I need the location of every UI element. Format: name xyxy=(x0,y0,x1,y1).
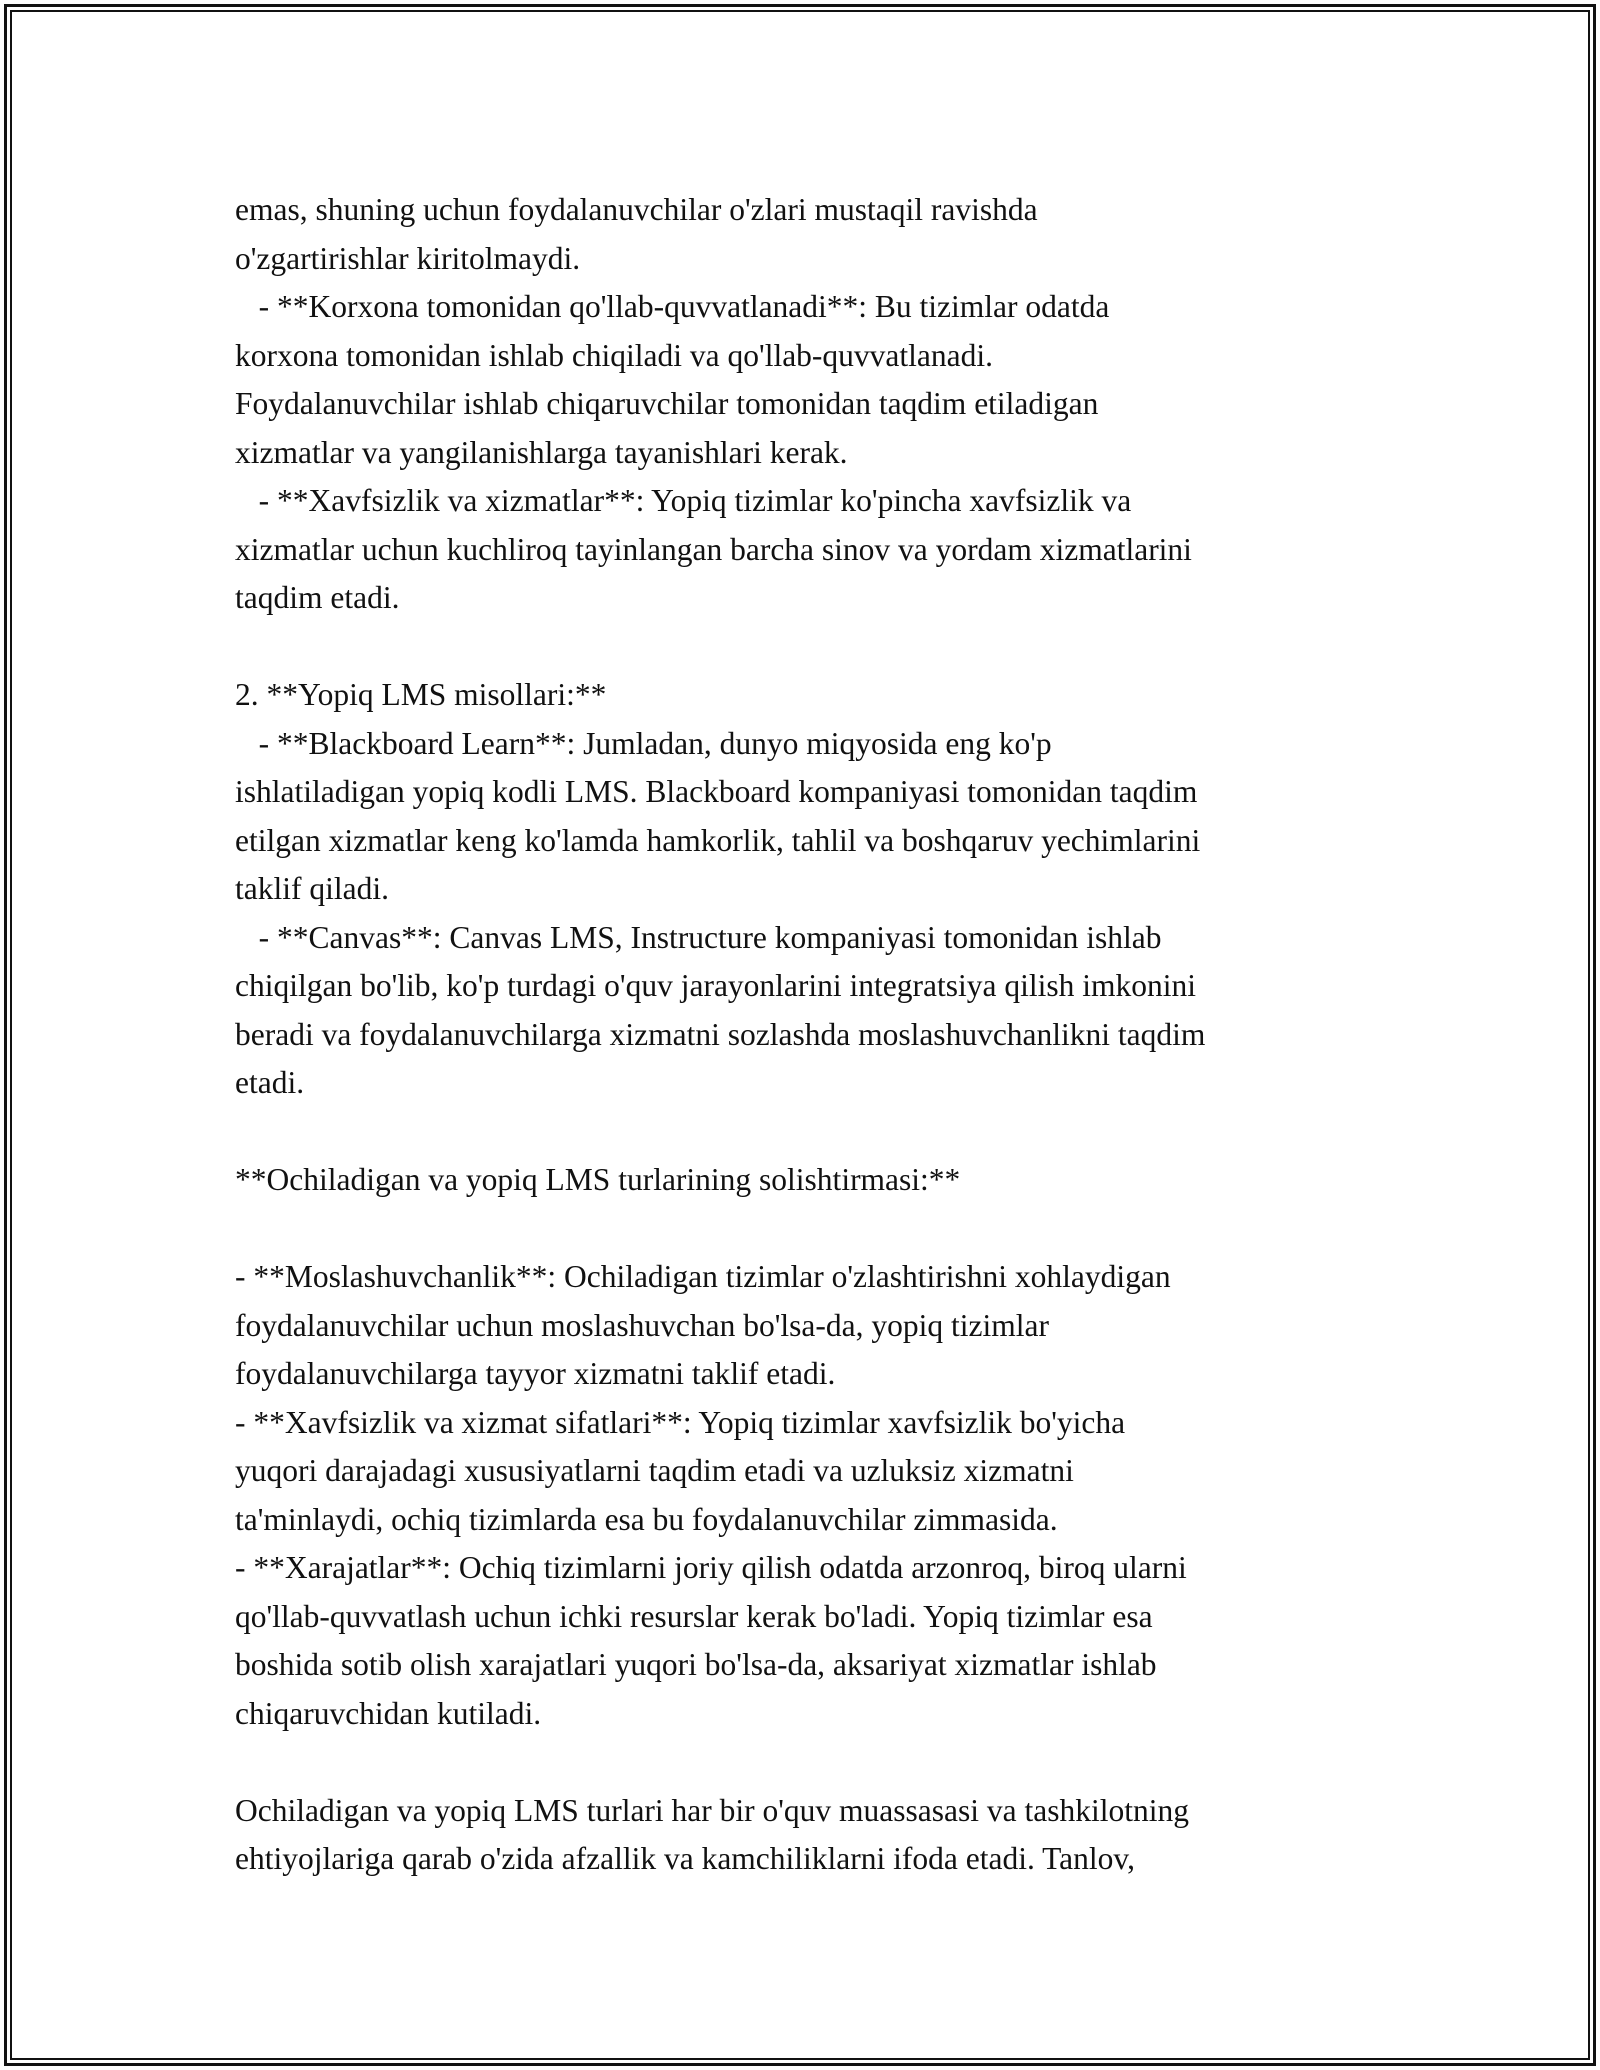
text-line: - **Xavfsizlik va xizmat sifatlari**: Yopiq tizimlar xavfsizlik bo'yicha xyxy=(235,1404,1126,1440)
text-line: ehtiyojlariga qarab o'zida afzallik va kamchiliklarni ifoda etadi. Tanlov, xyxy=(235,1841,1135,1876)
blank-line xyxy=(235,1738,1395,1787)
text-line: emas, shuning uchun foydalanuvchilar o'zlari mustaqil ravishda xyxy=(235,192,1038,227)
text-line: **Ochiladigan va yopiq LMS turlarining solishtirmasi:** xyxy=(235,1162,961,1197)
text-line: etilgan xizmatlar keng ko'lamda hamkorlik, tahlil va boshqaruv yechimlarini xyxy=(235,822,1201,858)
text-line: chiqilgan bo'lib, ko'p turdagi o'quv jarayonlarini integratsiya qilish imkonini xyxy=(235,968,1196,1003)
text-line: qo'llab-quvvatlash uchun ichki resurslar kerak bo'ladi. Yopiq tizimlar esa xyxy=(235,1598,1153,1634)
text-line: o'zgartirishlar kiritolmaydi. xyxy=(235,240,581,276)
text-line: - **Xarajatlar**: Ochiq tizimlarni joriy qilish odatda arzonroq, biroq ularni xyxy=(235,1550,1187,1585)
text-line: - **Blackboard Learn**: Jumladan, dunyo miqyosida eng ko'p xyxy=(235,725,1052,761)
text-line: - **Korxona tomonidan qo'llab-quvvatlanadi**: Bu tizimlar odatda xyxy=(235,289,1110,324)
text-line: chiqaruvchidan kutiladi. xyxy=(235,1695,542,1731)
blank-line xyxy=(235,1205,1395,1254)
document-body xyxy=(235,186,1395,1884)
text-line: yuqori darajadagi xususiyatlarni taqdim etadi va uzluksiz xizmatni xyxy=(235,1453,1074,1488)
text-line: taqdim etadi. xyxy=(235,580,400,615)
text-line: ishlatiladigan yopiq kodli LMS. Blackboard kompaniyasi tomonidan taqdim xyxy=(235,774,1198,809)
text-line: - **Moslashuvchanlik**: Ochiladigan tizimlar o'zlashtirishni xohlaydigan xyxy=(235,1259,1171,1294)
text-line: foydalanuvchilar uchun moslashuvchan bo'lsa-da, yopiq tizimlar xyxy=(235,1307,1049,1343)
text-line: foydalanuvchilarga tayyor xizmatni taklif etadi. xyxy=(235,1356,836,1391)
blank-line xyxy=(235,1108,1395,1157)
text-line: xizmatlar va yangilanishlarga tayanishlari kerak. xyxy=(235,434,848,470)
text-line: korxona tomonidan ishlab chiqiladi va qo'llab-quvvatlanadi. xyxy=(235,337,993,373)
text-line: taklif qiladi. xyxy=(235,871,389,906)
text-line: Foydalanuvchilar ishlab chiqaruvchilar tomonidan taqdim etiladigan xyxy=(235,386,1099,421)
text-line: xizmatlar uchun kuchliroq tayinlangan barcha sinov va yordam xizmatlarini xyxy=(235,531,1192,567)
text-line: etadi. xyxy=(235,1065,305,1100)
text-line: ta'minlaydi, ochiq tizimlarda esa bu foydalanuvchilar zimmasida. xyxy=(235,1501,1058,1537)
text-line: 2. **Yopiq LMS misollari:** xyxy=(235,677,607,712)
text-line: beradi va foydalanuvchilarga xizmatni sozlashda moslashuvchanlikni taqdim xyxy=(235,1016,1206,1052)
text-line: Ochiladigan va yopiq LMS turlari har bir o'quv muassasasi va tashkilotning xyxy=(235,1792,1190,1828)
blank-line xyxy=(235,623,1395,672)
text-line: - **Canvas**: Canvas LMS, Instructure kompaniyasi tomonidan ishlab xyxy=(235,919,1162,955)
text-line: - **Xavfsizlik va xizmatlar**: Yopiq tizimlar ko'pincha xavfsizlik va xyxy=(235,483,1132,518)
text-line: boshida sotib olish xarajatlari yuqori bo'lsa-da, aksariyat xizmatlar ishlab xyxy=(235,1647,1157,1682)
